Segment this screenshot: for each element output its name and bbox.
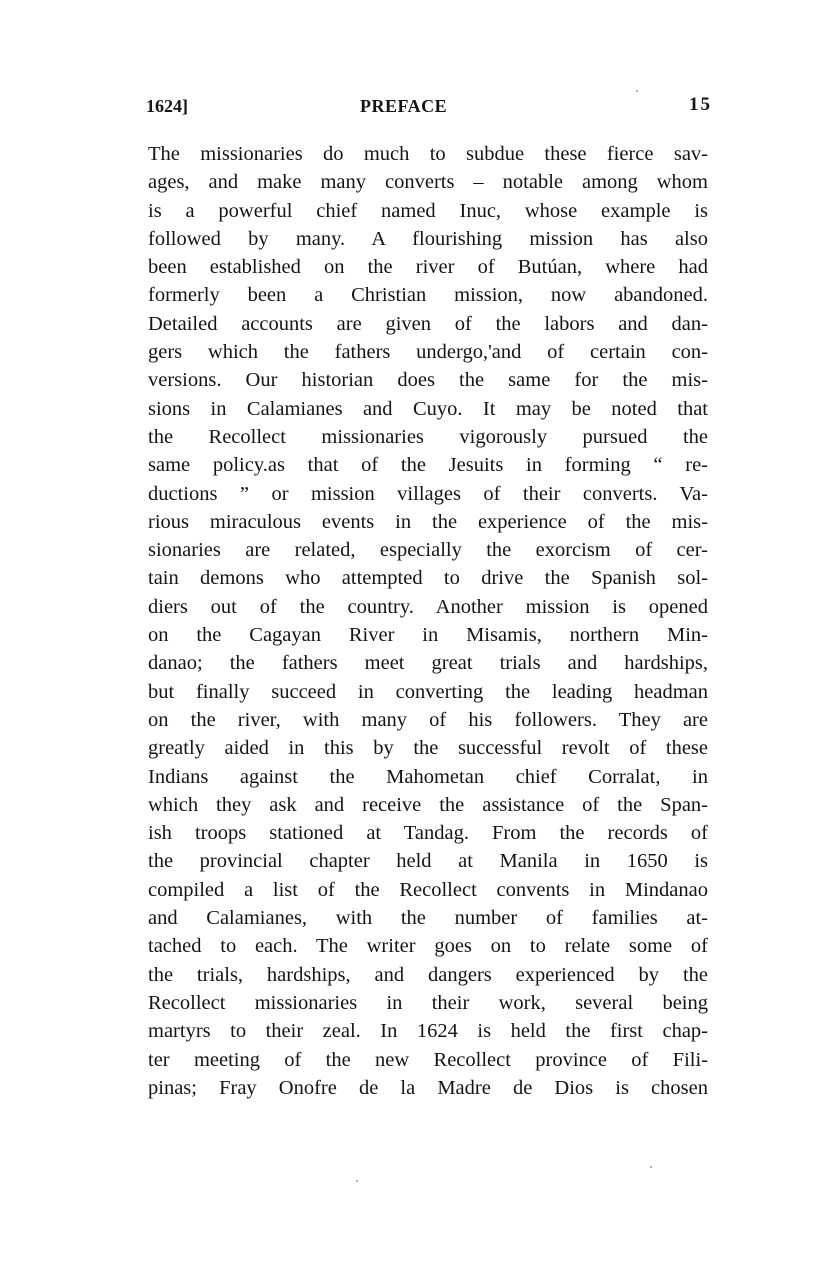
text-line: and Calamianes, with the number of families at- — [148, 907, 708, 930]
text-line: The missionaries do much to subdue these fierce sav- — [148, 143, 708, 165]
scan-speck — [356, 1180, 358, 1182]
text-line: compiled a list of the Recollect convents in Mindanao — [148, 878, 708, 901]
body-text — [148, 140, 708, 1102]
text-line: greatly aided in this by the successful revolt of these — [148, 737, 708, 760]
text-line: the provincial chapter held at Manila in 1650 is — [148, 850, 708, 873]
page-year-marker: 1624] — [146, 96, 188, 116]
text-line: on the river, with many of his followers. They are — [148, 708, 708, 731]
text-line: is a powerful chief named Inuc, whose example is — [148, 199, 708, 222]
scan-speck — [650, 1166, 652, 1168]
text-line: ductions ” or mission villages of their converts. Va- — [148, 482, 708, 505]
text-line: the Recollect missionaries vigorously pursued the — [148, 425, 708, 448]
text-line: Detailed accounts are given of the labors and dan- — [148, 312, 708, 335]
text-line: tached to each. The writer goes on to relate some of — [148, 935, 708, 958]
text-line: gers which the fathers undergo,'and of certain con- — [148, 341, 708, 364]
text-line: versions. Our historian does the same for the mis- — [148, 369, 708, 392]
text-line: Recollect missionaries in their work, several being — [148, 991, 708, 1014]
text-line: followed by many. A flourishing mission has also — [148, 227, 708, 250]
page-number: 15 — [689, 94, 712, 115]
scan-speck — [636, 90, 638, 92]
text-line: which they ask and receive the assistance of the Span- — [148, 793, 708, 816]
text-line: the trials, hardships, and dangers experienced by the — [148, 963, 708, 986]
text-line: danao; the fathers meet great trials and hardships, — [148, 652, 708, 675]
section-title: PREFACE — [360, 96, 448, 116]
text-line: sionaries are related, especially the exorcism of cer- — [148, 539, 708, 562]
text-line: ish troops stationed at Tandag. From the records of — [148, 822, 708, 845]
text-line: pinas; Fray Onofre de la Madre de Dios is chosen — [148, 1076, 708, 1099]
text-line: rious miraculous events in the experience of the mis- — [148, 510, 708, 533]
text-line: ter meeting of the new Recollect province of Fili- — [148, 1048, 708, 1071]
text-line: ages, and make many converts – notable among whom — [148, 171, 708, 194]
text-line: tain demons who attempted to drive the Spanish sol- — [148, 567, 708, 590]
text-line: formerly been a Christian mission, now abandoned. — [148, 284, 708, 307]
text-line: diers out of the country. Another mission is opened — [148, 595, 708, 618]
text-line: been established on the river of Butúan, where had — [148, 256, 708, 279]
text-line: on the Cagayan River in Misamis, northern Min- — [148, 624, 708, 647]
running-head — [146, 96, 712, 122]
text-line: Indians against the Mahometan chief Corralat, in — [148, 765, 708, 788]
text-line: same policy.as that of the Jesuits in forming “ re- — [148, 454, 708, 477]
text-line: sions in Calamianes and Cuyo. It may be noted that — [148, 397, 708, 420]
text-line: but finally succeed in converting the leading headman — [148, 680, 708, 703]
text-line: martyrs to their zeal. In 1624 is held the first chap- — [148, 1020, 708, 1043]
